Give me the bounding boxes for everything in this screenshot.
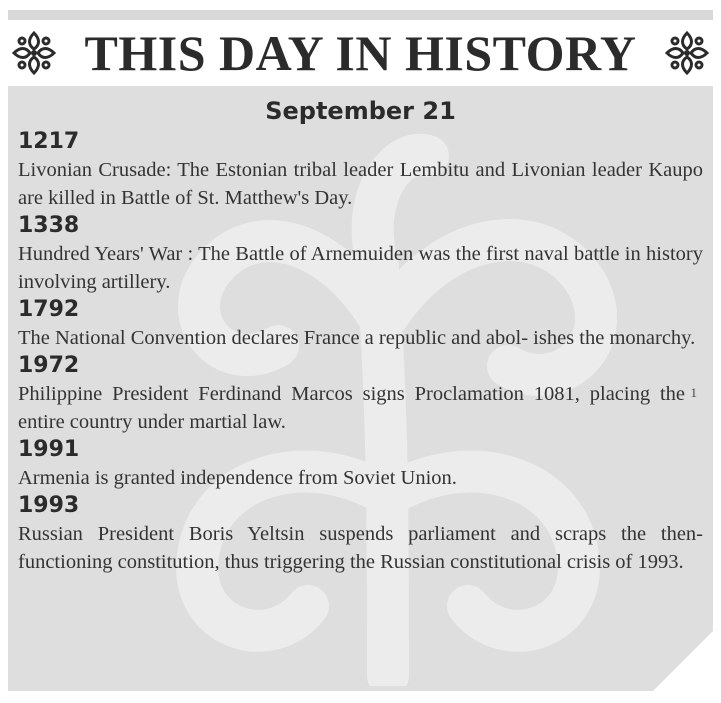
entry-text: Livonian Crusade: The Estonian tribal leader Lembitu and Livonian leader Kaupo are killed in Battle of St. Matthew's Day. <box>18 159 703 209</box>
entry-text: Philippine President Ferdinand Marcos signs Proclamation 1081, placing the entire country under martial law. <box>18 383 685 433</box>
header <box>8 22 713 84</box>
history-entry <box>18 492 703 576</box>
entry-year: 1792 <box>18 297 80 322</box>
history-entry <box>18 212 703 296</box>
entry-text: Hundred Years' War : The Battle of Arnemuiden was the first naval battle in history involving artillery. <box>18 243 703 293</box>
page-title: THIS DAY IN HISTORY <box>84 25 637 81</box>
entry-year: 1991 <box>18 437 80 462</box>
entry-text: The National Convention declares France a republic and abol- ishes the monarchy. <box>18 327 696 349</box>
corner-fold <box>653 631 713 691</box>
top-rule <box>8 10 713 20</box>
content <box>18 86 703 576</box>
right-flourish-icon <box>661 27 713 79</box>
entry-year: 1993 <box>18 493 80 518</box>
footnote-marker: 1 <box>690 385 697 400</box>
left-flourish-icon <box>8 27 60 79</box>
history-entry <box>18 296 703 352</box>
entry-year: 1338 <box>18 213 80 238</box>
content-panel <box>8 86 713 691</box>
history-entry <box>18 436 703 492</box>
entry-year: 1217 <box>18 129 80 154</box>
history-entry <box>18 128 703 212</box>
history-entry <box>18 352 703 436</box>
date-heading: September 21 <box>265 97 456 125</box>
entry-text: Armenia is granted independence from Soviet Union. <box>18 467 457 489</box>
entry-year: 1972 <box>18 353 80 378</box>
entry-text: Russian President Boris Yeltsin suspends parliament and scraps the then-functioning constitution, thus triggering the Russian constitutional crisis of 1993. <box>18 523 703 573</box>
